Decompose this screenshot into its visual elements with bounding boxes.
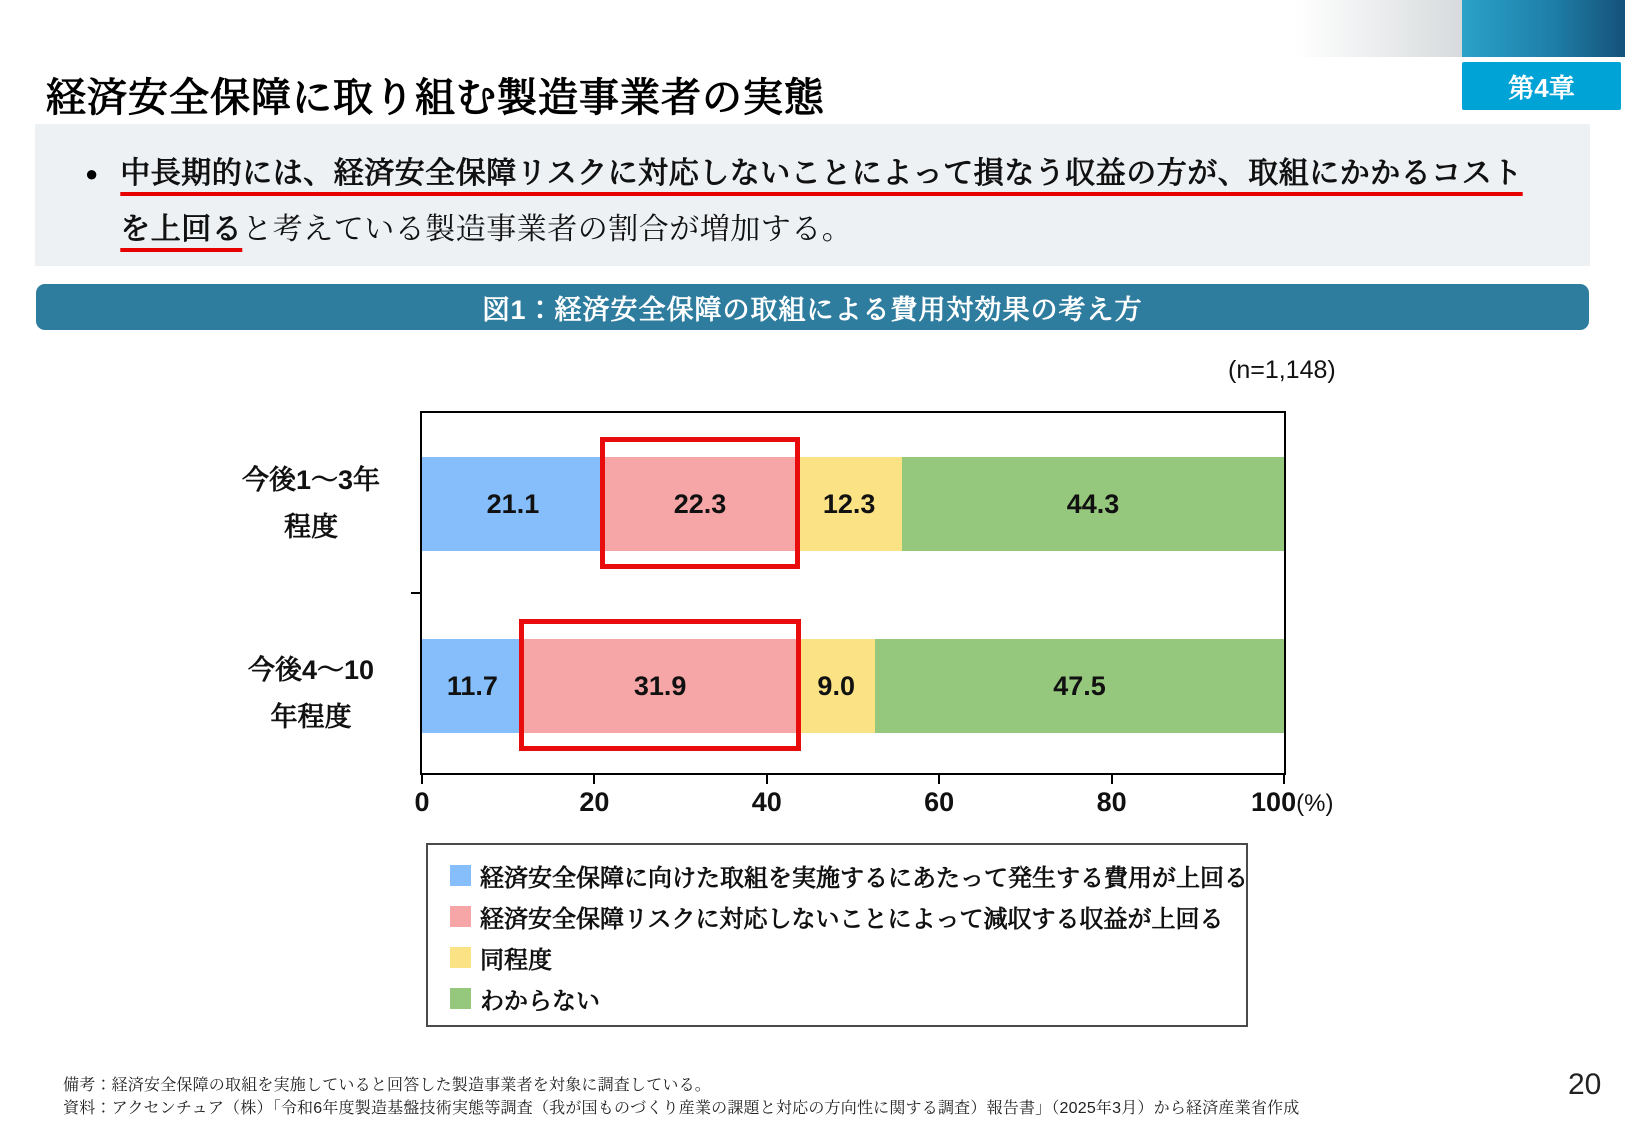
x-label-100-value: 100 bbox=[1251, 787, 1297, 817]
footnote-remark: 備考：経済安全保障の取組を実施していると回答した製造事業者を対象に調査している。 bbox=[63, 1077, 712, 1094]
stacked-bar-2 bbox=[422, 639, 1284, 733]
bar2-segment-costs-exceed bbox=[422, 639, 523, 733]
category-label-1 bbox=[222, 457, 400, 551]
bar1-segment-losses-exceed bbox=[604, 457, 796, 551]
legend-item-3 bbox=[450, 937, 1246, 978]
x-axis-tick-40 bbox=[766, 775, 768, 784]
x-label-100 bbox=[1251, 787, 1333, 818]
x-label-60: 60 bbox=[924, 787, 955, 817]
legend-item-2 bbox=[450, 896, 1246, 937]
summary-emphasis: 中長期的には、経済安全保障リスクに対応しないことによって損なう収益の方が、取組にかかるコストを上回る bbox=[120, 157, 1523, 246]
footnote-source: 資料：アクセンチュア（株）「令和6年度製造基盤技術実態等調査（我が国ものづくり産業の課題と対応の方向性に関する調査）報告書」（2025年3月）から経済産業省作成 bbox=[63, 1100, 1300, 1117]
category-label-2 bbox=[222, 647, 400, 741]
header-gradient-light bbox=[1296, 0, 1462, 57]
x-label-0: 0 bbox=[414, 787, 430, 817]
chart-row-1 bbox=[422, 413, 1284, 595]
legend-label-3: 同程度 bbox=[480, 947, 552, 974]
summary-text bbox=[120, 146, 1550, 266]
bar2-value-3: 9.0 bbox=[817, 670, 855, 701]
page-number: 20 bbox=[1568, 1068, 1602, 1101]
legend-swatch-yellow-icon bbox=[450, 947, 471, 968]
legend-swatch-blue-icon bbox=[450, 865, 471, 886]
legend-label-4: わからない bbox=[480, 988, 600, 1015]
header-gradient-blue bbox=[1462, 0, 1625, 57]
x-axis-tick-80 bbox=[1111, 775, 1113, 784]
x-axis-tick-20 bbox=[593, 775, 595, 784]
bullet-icon: ● bbox=[85, 161, 99, 186]
chapter-badge: 第4章 bbox=[1462, 62, 1621, 110]
summary-rest: と考えている製造事業者の割合が増加する。 bbox=[242, 213, 853, 246]
category-label-1-line1: 今後1～3年 bbox=[241, 465, 381, 495]
bar2-value-4: 47.5 bbox=[1053, 670, 1106, 701]
page-title: 経済安全保障に取り組む製造事業者の実態 bbox=[46, 76, 825, 120]
legend-label-2: 経済安全保障リスクに対応しないことによって減収する収益が上回る bbox=[480, 906, 1224, 933]
y-axis-mid-tick bbox=[411, 592, 422, 594]
x-axis-tick-60 bbox=[938, 775, 940, 784]
x-label-40: 40 bbox=[751, 787, 782, 817]
x-label-80: 80 bbox=[1096, 787, 1127, 817]
summary-box bbox=[35, 124, 1590, 266]
bar1-value-4: 44.3 bbox=[1066, 488, 1120, 519]
bar2-value-1: 11.7 bbox=[446, 670, 498, 701]
bar2-segment-same-level bbox=[797, 639, 875, 733]
bar1-segment-same-level bbox=[796, 457, 902, 551]
legend-swatch-pink-icon bbox=[450, 906, 471, 927]
category-label-1-line2: 程度 bbox=[284, 512, 338, 542]
x-axis-tick-0 bbox=[421, 775, 423, 784]
x-axis-tick-100 bbox=[1283, 775, 1285, 784]
bar2-value-2: 31.9 bbox=[633, 670, 687, 701]
chart-plot-area bbox=[414, 411, 1334, 817]
stacked-bar-1 bbox=[422, 457, 1284, 551]
bar2-segment-losses-exceed bbox=[523, 639, 798, 733]
sample-size-label: (n=1,148) bbox=[1228, 356, 1336, 384]
legend-swatch-green-icon bbox=[450, 988, 471, 1009]
legend-item-1 bbox=[450, 855, 1246, 896]
bar1-segment-unknown bbox=[902, 457, 1284, 551]
bar2-segment-unknown bbox=[875, 639, 1284, 733]
x-label-20: 20 bbox=[579, 787, 610, 817]
chart-row-2 bbox=[422, 595, 1284, 777]
bar1-value-2: 22.3 bbox=[673, 488, 727, 519]
category-label-2-line2: 年程度 bbox=[270, 702, 352, 732]
bar1-segment-costs-exceed bbox=[422, 457, 604, 551]
x-axis-unit-label: (%) bbox=[1296, 790, 1334, 817]
legend-label-1: 経済安全保障に向けた取組を実施するにあたって発生する費用が上回る bbox=[480, 865, 1248, 892]
legend-item-4 bbox=[450, 978, 1246, 1019]
chart-legend bbox=[426, 843, 1248, 1027]
bar1-value-1: 21.1 bbox=[486, 488, 540, 519]
bar1-value-3: 12.3 bbox=[822, 488, 876, 519]
category-label-2-line1: 今後4～10 bbox=[247, 655, 375, 685]
x-axis-labels bbox=[414, 787, 1334, 821]
figure-title-bar: 図1：経済安全保障の取組による費用対効果の考え方 bbox=[36, 284, 1589, 330]
